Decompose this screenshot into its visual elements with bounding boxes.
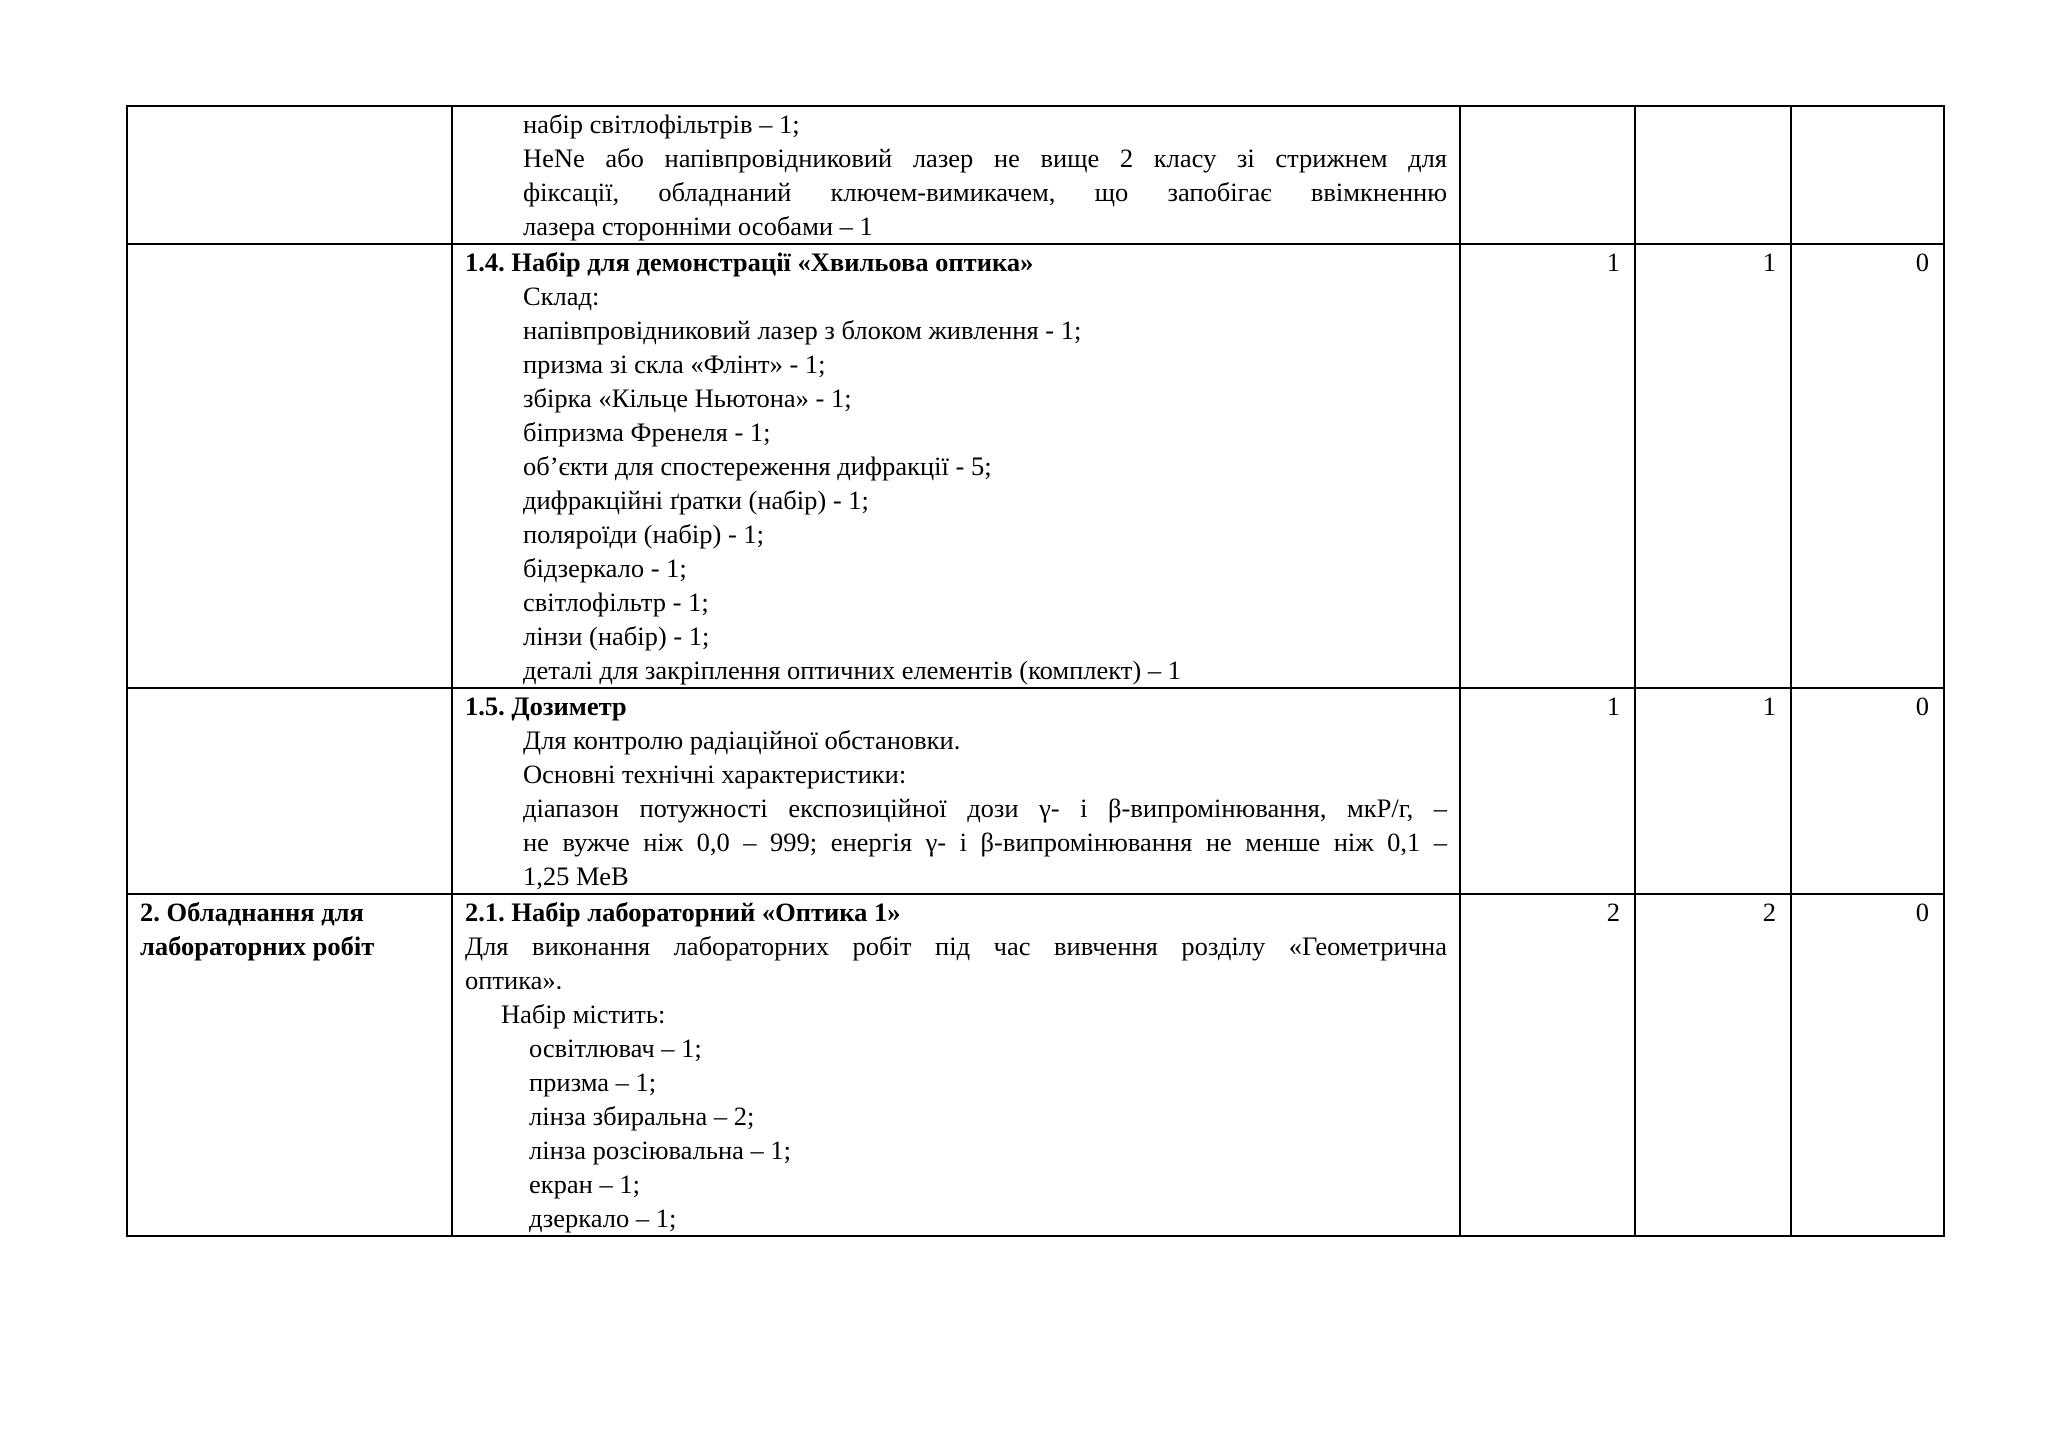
item-description-line: призма – 1;: [529, 1067, 657, 1097]
item-description-line: Основні технічні характеристики:: [523, 759, 907, 789]
item-description-line: Набір містить:: [501, 999, 666, 1029]
item-description-line: не вужче ніж 0,0 – 999; енергія γ- і β-випромінювання не менше ніж 0,1 –: [523, 827, 1447, 857]
item-description-line: освітлювач – 1;: [529, 1033, 702, 1063]
quantity-cell-3: [1791, 106, 1944, 244]
item-description-line: напівпровідниковий лазер з блоком живлення - 1;: [523, 315, 1082, 345]
item-description-line: набір світлофільтрів – 1;: [523, 109, 800, 139]
quantity-cell-2: [1635, 106, 1791, 244]
item-description-line: 1,25 МеВ: [523, 861, 629, 891]
section-cell: [127, 894, 452, 1236]
item-description-line: оптика».: [465, 965, 563, 995]
quantity-cell-1: 1: [1460, 688, 1635, 894]
table-body: [127, 106, 1944, 1236]
item-title: 1.4. Набір для демонстрації «Хвильова оптика»: [465, 247, 1034, 277]
item-description-line: об’єкти для спостереження дифракції - 5;: [523, 451, 992, 481]
item-description-line: біпризма Френеля - 1;: [523, 417, 771, 447]
item-description-line: фіксації, обладнаний ключем-вимикачем, що запобігає ввімкненню: [523, 177, 1447, 207]
item-description-line: збірка «Кільце Ньютона» - 1;: [523, 383, 852, 413]
item-description-line: Для контролю радіаційної обстановки.: [523, 725, 961, 755]
item-description-line: лазера сторонніми особами – 1: [523, 211, 873, 241]
item-description-line: призма зі скла «Флінт» - 1;: [523, 349, 826, 379]
item-description-line: Склад:: [523, 281, 600, 311]
item-description-line: діапазон потужності експозиційної дози γ- і β-випромінювання, мкР/г, –: [523, 793, 1447, 823]
item-description-line: дифракційні ґратки (набір) - 1;: [523, 485, 869, 515]
section-label-line: лабораторних робіт: [140, 931, 375, 961]
quantity-cell-1: [1460, 106, 1635, 244]
item-title: 1.5. Дозиметр: [465, 691, 627, 721]
table-row: [127, 106, 1944, 244]
item-description-line: світлофільтр - 1;: [523, 587, 709, 617]
section-cell: [127, 106, 452, 244]
description-cell: [452, 688, 1460, 894]
quantity-cell-1: 1: [1460, 244, 1635, 688]
item-description-line: лінзи (набір) - 1;: [523, 621, 710, 651]
quantity-cell-1: 2: [1460, 894, 1635, 1236]
quantity-cell-3: 0: [1791, 894, 1944, 1236]
item-description-line: лінза розсіювальна – 1;: [529, 1135, 792, 1165]
item-description-line: екран – 1;: [529, 1169, 640, 1199]
item-description-line: Для виконання лабораторних робіт під час вивчення розділу «Геометрична: [465, 931, 1447, 961]
table-row: [127, 894, 1944, 1236]
item-description-line: лінза збиральна – 2;: [529, 1101, 755, 1131]
table-row: [127, 688, 1944, 894]
section-label-line: 2. Обладнання для: [140, 897, 364, 927]
item-title: 2.1. Набір лабораторний «Оптика 1»: [465, 897, 901, 927]
item-description-line: бідзеркало - 1;: [523, 553, 687, 583]
equipment-table: [126, 105, 1945, 1237]
description-cell: [452, 106, 1460, 244]
section-cell: [127, 244, 452, 688]
item-description-line: HeNe або напівпровідниковий лазер не вище 2 класу зі стрижнем для: [523, 143, 1447, 173]
item-description-line: дзеркало – 1;: [529, 1203, 677, 1233]
description-cell: [452, 244, 1460, 688]
quantity-cell-3: 0: [1791, 244, 1944, 688]
quantity-cell-2: 1: [1635, 244, 1791, 688]
table-row: [127, 244, 1944, 688]
quantity-cell-3: 0: [1791, 688, 1944, 894]
quantity-cell-2: 1: [1635, 688, 1791, 894]
description-cell: [452, 894, 1460, 1236]
item-description-line: деталі для закріплення оптичних елементів (комплект) – 1: [523, 655, 1181, 685]
quantity-cell-2: 2: [1635, 894, 1791, 1236]
item-description-line: поляроїди (набір) - 1;: [523, 519, 765, 549]
section-cell: [127, 688, 452, 894]
